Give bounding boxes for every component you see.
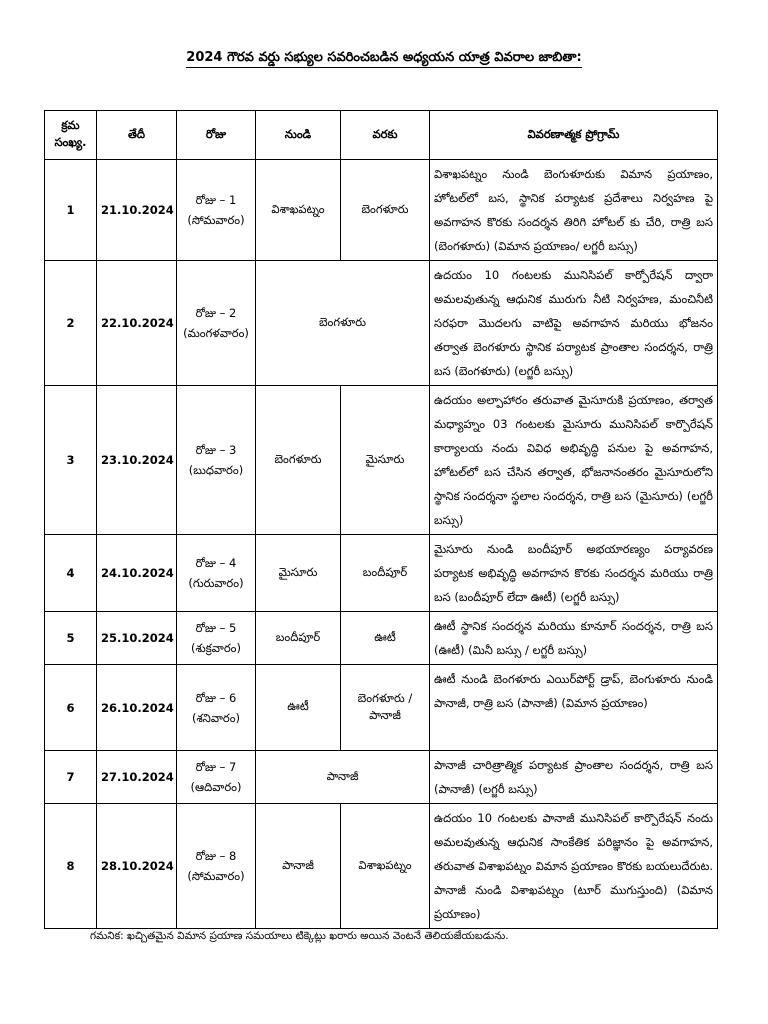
date-cell: 24.10.2024: [97, 535, 177, 612]
date-cell: 22.10.2024: [97, 261, 177, 386]
footnote: గమనిక: ఖచ్చితమైన విమాన ప్రయాణ సమయాలు టిక్కెట్లు ఖరారు అయిన వెంటనే తెలియజేయబడును.: [90, 930, 509, 942]
day-label: రోజు – 3: [195, 443, 237, 457]
from-to-cell: బెంగళూరు: [256, 261, 430, 386]
day-cell: [177, 751, 256, 804]
program-description: ఉదయం అల్పాహారం తరువాత మైసూరుకి ప్రయాణం, తర్వాత మధ్యాహ్నం 03 గంటలకు మైసూరు మునిసిపల్ కార్పొరేషన్ కార్యాలయ నందు వివిధ అభివృద్ధి పనుల పై అవగాహన, హోటల్‌లో బస చేసిన తర్వాత, భోజనానంతరం మైసూరులోని స్థానిక సందర్శనా స్థలాల సందర్శన, రాత్రి బస (మైసూరు) (లగ్జరీ బస్సు): [430, 386, 718, 535]
program-description: ఉదయం 10 గంటలకు పానాజీ మునిసిపల్ కార్పొరేషన్ నందు అమలవుతున్న ఆధునిక సాంకేతిక పరిజ్ఞానం పై అవగాహన, తరువాత విశాఖపట్నం విమాన ప్రయాణం కొరకు బయలుదేరుట. పానాజీ నుండి విశాఖపట్నం (టూర్ ముగుస్తుంది) (విమాన ప్రయాణం): [430, 804, 718, 929]
program-description: ఊటీ స్థానిక సందర్శన మరియు కూనూర్ సందర్శన, రాత్రి బస (ఊటీ) (మినీ బస్సు / లగ్జరీ బస్సు): [430, 612, 718, 665]
program-description: ఉదయం 10 గంటలకు మునిసిపల్ కార్పోరేషన్ ద్వారా అమలవుతున్న ఆధునిక మురుగు నీటి నిర్వహణ, మంచినీటి సరఫరా మొదలగు వాటిపై అవగాహన మరియు భోజనం తర్వాత బెంగళూరు స్థానిక పర్యాటక ప్రాంతాల సందర్శన, రాత్రి బస (బెంగళూరు) (లగ్జరీ బస్సు): [430, 261, 718, 386]
day-cell: [177, 804, 256, 929]
weekday-label: (బుధవారం): [188, 463, 244, 477]
day-label: రోజు – 8: [195, 849, 237, 863]
table-row: [45, 612, 718, 665]
day-cell: [177, 160, 256, 261]
date-cell: 21.10.2024: [97, 160, 177, 261]
from-cell: బెంగళూరు: [256, 386, 341, 535]
date-cell: 27.10.2024: [97, 751, 177, 804]
day-label: రోజు – 7: [195, 760, 237, 774]
from-cell: పానాజీ: [256, 804, 341, 929]
from-cell: విశాఖపట్నం: [256, 160, 341, 261]
to-cell: బందీపూర్: [341, 535, 430, 612]
table-row: [45, 535, 718, 612]
serial-no: 1: [45, 160, 97, 261]
program-description: మైసూరు నుండి బందీపూర్ అభయారణ్యం పర్యావరణ పర్యాటక అభివృద్ధి అవగాహన కొరకు సందర్శన మరియు రాత్రి బస (బందీపూర్ లేదా ఊటీ) (లగ్జరీ బస్సు): [430, 535, 718, 612]
header-program: వివరణాత్మక ప్రోగ్రామ్: [430, 111, 718, 160]
weekday-label: (గురువారం): [188, 576, 244, 590]
table-row: [45, 261, 718, 386]
weekday-label: (శుక్రవారం): [191, 641, 241, 655]
serial-no: 4: [45, 535, 97, 612]
from-cell: బందీపూర్: [256, 612, 341, 665]
program-description: పానాజీ చారిత్రాత్మిక పర్యాటక ప్రాంతాల సందర్శన, రాత్రి బస (పానాజీ) (లగ్జరీ బస్సు): [430, 751, 718, 804]
program-description: ఊటీ నుండి బెంగళూరు ఎయిర్‌పోర్ట్ డ్రాప్, బెంగుళూరు నుండి పానాజీ, రాత్రి బస (పానాజీ) (విమాన ప్రయాణం): [430, 665, 718, 751]
program-description: విశాఖపట్నం నుండి బెంగుళూరుకు విమాన ప్రయాణం, హోటల్‌లో బస, స్థానిక పర్యాటక ప్రదేశాలు నిర్వహణ పై అవగాహన కొరకు సందర్శన తిరిగి హోటల్ కు చేరి, రాత్రి బస (బెంగళూరు) (విమాన ప్రయాణం/ లగ్జరీ బస్సు): [430, 160, 718, 261]
day-label: రోజు – 5: [195, 621, 237, 635]
day-label: రోజు – 2: [195, 306, 237, 320]
to-cell: బెంగళూరు: [341, 160, 430, 261]
weekday-label: (సోమవారం): [187, 869, 245, 883]
day-cell: [177, 386, 256, 535]
weekday-label: (మంగళవారం): [183, 326, 249, 340]
header-from: నుండి: [256, 111, 341, 160]
from-cell: మైసూరు: [256, 535, 341, 612]
weekday-label: (శనివారం): [191, 710, 241, 725]
serial-no: 5: [45, 612, 97, 665]
header-date: తేదీ: [97, 111, 177, 160]
table-row: [45, 665, 718, 751]
serial-no: 3: [45, 386, 97, 535]
weekday-label: (ఆదివారం): [190, 780, 242, 794]
weekday-label: (సోమవారం): [187, 213, 245, 227]
day-label: రోజు – 4: [195, 556, 237, 570]
table-row: [45, 751, 718, 804]
to-cell: మైసూరు: [341, 386, 430, 535]
day-cell: [177, 612, 256, 665]
table-row: [45, 160, 718, 261]
to-cell: బెంగళూరు / పానాజీ: [341, 665, 430, 751]
header-serial: క్రమ సంఖ్య.: [45, 111, 97, 160]
serial-no: 2: [45, 261, 97, 386]
to-cell: విశాఖపట్నం: [341, 804, 430, 929]
date-cell: 25.10.2024: [97, 612, 177, 665]
header-to: వరకు: [341, 111, 430, 160]
day-label: రోజు – 6: [195, 690, 237, 705]
day-cell: [177, 261, 256, 386]
header-row: [45, 111, 718, 160]
serial-no: 7: [45, 751, 97, 804]
date-cell: 28.10.2024: [97, 804, 177, 929]
to-cell: ఊటీ: [341, 612, 430, 665]
page-title: 2024 గౌరవ వర్డు సభ్యుల సవరించబడిన అధ్యయన యాత్ర వివరాల జాబితా:: [0, 50, 768, 68]
day-label: రోజు – 1: [195, 193, 237, 207]
day-cell: [177, 665, 256, 751]
from-cell: ఊటీ: [256, 665, 341, 751]
serial-no: 6: [45, 665, 97, 751]
day-cell: [177, 535, 256, 612]
date-cell: 23.10.2024: [97, 386, 177, 535]
header-day: రోజు: [177, 111, 256, 160]
itinerary-table: [44, 110, 718, 929]
from-to-cell: పానాజీ: [256, 751, 430, 804]
serial-no: 8: [45, 804, 97, 929]
date-cell: 26.10.2024: [97, 665, 177, 751]
table-row: [45, 804, 718, 929]
table-row: [45, 386, 718, 535]
